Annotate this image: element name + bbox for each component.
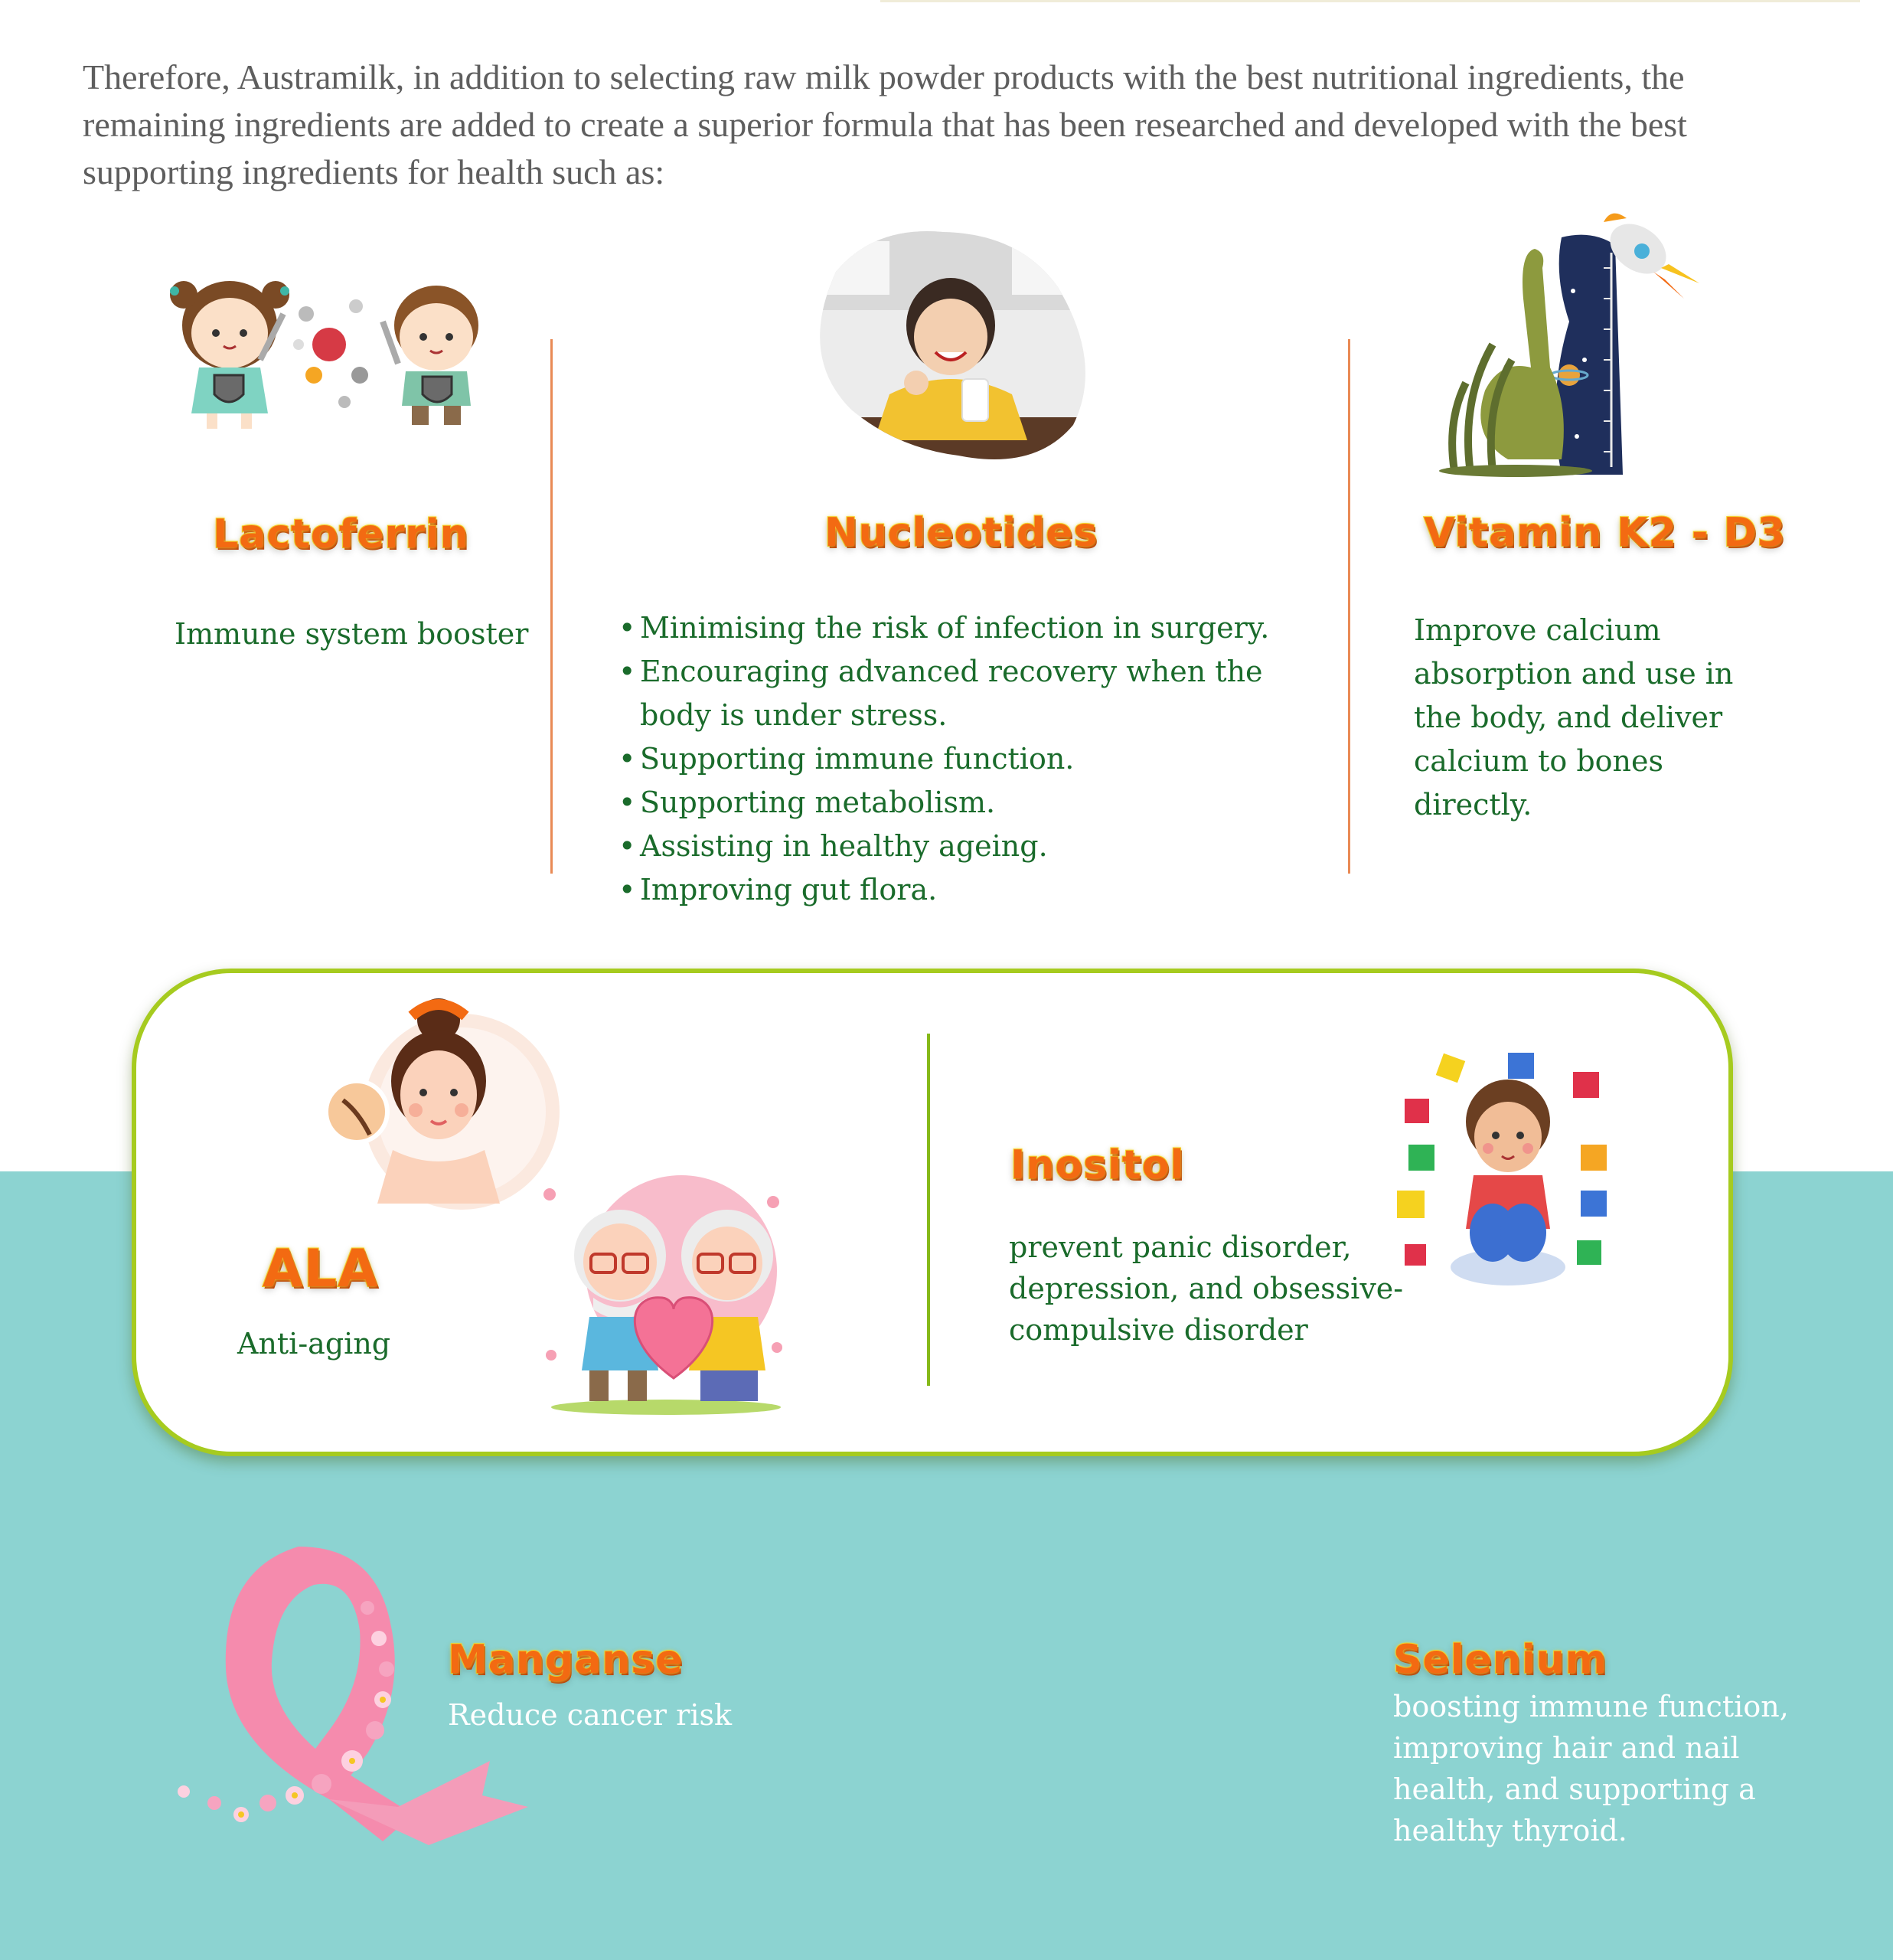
elderly-couple-illustration bbox=[536, 1164, 819, 1416]
list-item: • Encouraging advanced recovery when the body is under stress. bbox=[618, 650, 1292, 737]
list-item: • Assisting in healthy ageing. bbox=[618, 825, 1292, 868]
list-item: • Minimising the risk of infection in surgery. bbox=[618, 606, 1292, 650]
top-border-line bbox=[880, 0, 1860, 2]
lactoferrin-title: Lactoferrin bbox=[213, 511, 469, 557]
divider-right bbox=[1348, 339, 1350, 874]
selenium-title: Selenium bbox=[1393, 1637, 1607, 1683]
lactoferrin-illustration bbox=[153, 260, 513, 436]
child-with-milk-photo bbox=[805, 226, 1096, 467]
nucleotides-benefits-list bbox=[618, 606, 1292, 912]
boy-with-shield-icon bbox=[383, 286, 478, 425]
card-divider bbox=[927, 1034, 930, 1386]
puzzle-girl-illustration bbox=[1393, 1053, 1623, 1294]
list-item: • Supporting metabolism. bbox=[618, 781, 1292, 825]
growth-chart-illustration bbox=[1439, 207, 1730, 482]
ala-title: ALA bbox=[263, 1239, 379, 1299]
manganse-title: Manganse bbox=[448, 1637, 684, 1683]
inositol-title: Inositol bbox=[1010, 1142, 1185, 1188]
inositol-description: prevent panic disorder, depression, and obsessive-compulsive disorder bbox=[1009, 1230, 1404, 1347]
girl-with-shield-icon bbox=[170, 281, 289, 429]
virus-icons bbox=[293, 299, 368, 408]
divider-left bbox=[550, 339, 553, 874]
lactoferrin-description: Immune system booster bbox=[175, 617, 529, 651]
nucleotides-title: Nucleotides bbox=[824, 510, 1098, 556]
skin-care-illustration bbox=[320, 997, 565, 1227]
selenium-description: boosting immune function, improving hair and nail health, and supporting a healthy thyroid. bbox=[1393, 1690, 1789, 1847]
intro-paragraph: Therefore, Austramilk, in addition to selecting raw milk powder products with the best nutritional ingredients, the remaining ingredients are added to create a superior formula that has been researched and developed with the best supporting ingredients for health such as: bbox=[83, 57, 1687, 191]
vitamin-k2-d3-title: Vitamin K2 - D3 bbox=[1424, 510, 1786, 556]
manganse-description: Reduce cancer risk bbox=[448, 1698, 733, 1732]
vitamin-k2-d3-description: Improve calcium absorption and use in the body, and deliver calcium to bones directly. bbox=[1414, 613, 1734, 822]
list-item: • Improving gut flora. bbox=[618, 868, 1292, 912]
ala-description: Anti-aging bbox=[237, 1327, 391, 1361]
list-item: • Supporting immune function. bbox=[618, 737, 1292, 781]
